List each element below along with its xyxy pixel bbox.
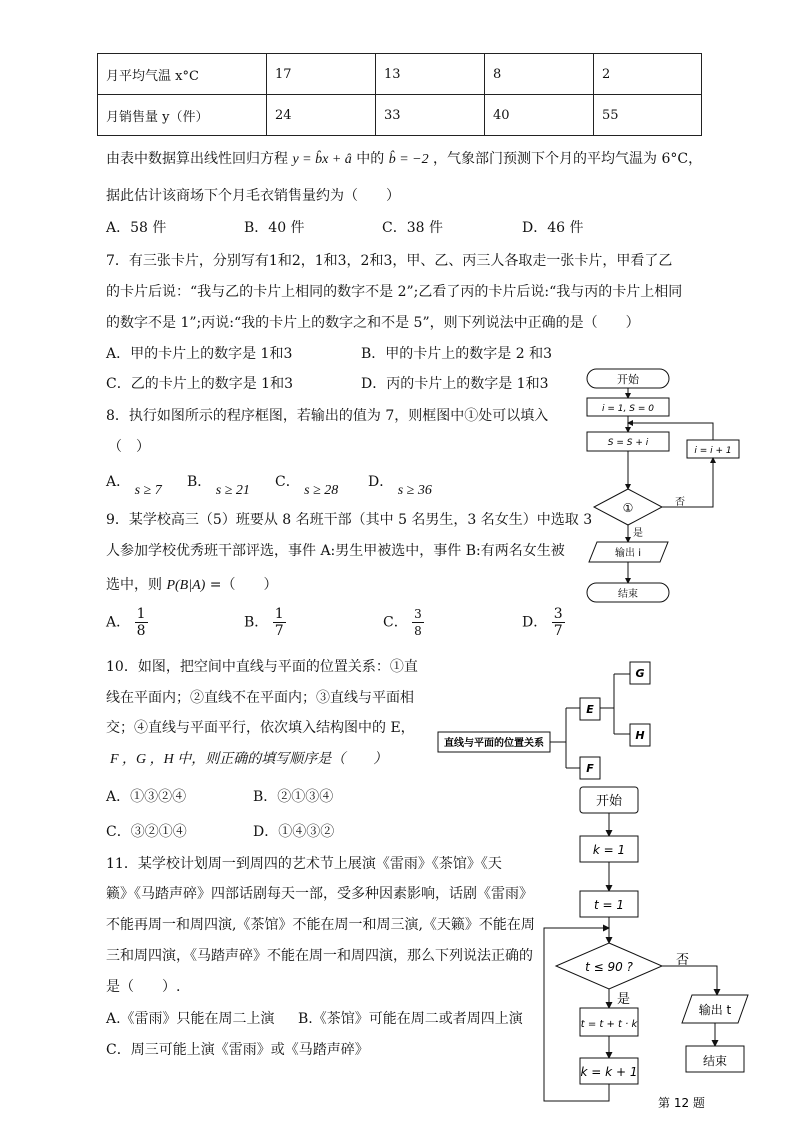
fraction bbox=[273, 606, 286, 639]
table-row bbox=[98, 54, 702, 95]
table-header-sales: 月销售量 y（件） bbox=[98, 95, 267, 136]
figure-caption: 第 12 题 bbox=[658, 1096, 705, 1110]
q9-line3 bbox=[106, 574, 277, 594]
q7-option-c: C．乙的卡片上的数字是 1和3 bbox=[106, 376, 293, 392]
q8-option-d bbox=[368, 471, 432, 498]
q9-line1: 9．某学校高三（5）班要从 8 名班干部（其中 5 名男生，3 名女生）中选取 3 bbox=[106, 512, 593, 528]
q6-option-a: A．58 件 bbox=[106, 220, 167, 236]
q7-option-b: B．甲的卡片上的数字是 2 和3 bbox=[361, 346, 553, 362]
output-label: 输出 t bbox=[698, 1003, 732, 1017]
node-h-label: H bbox=[635, 729, 645, 742]
k-incr-label: k = k + 1 bbox=[580, 1065, 638, 1079]
q10-option-b: B．②①③④ bbox=[253, 789, 334, 805]
q7-option-a: A．甲的卡片上的数字是 1和3 bbox=[106, 346, 293, 362]
q10-line3: 交；④直线与平面平行，依次填入结构图中的 E， bbox=[106, 720, 415, 736]
update-label: S = S + i bbox=[607, 438, 649, 448]
data-table bbox=[97, 53, 702, 136]
numerator: 1 bbox=[274, 606, 284, 622]
option-letter: A． bbox=[106, 614, 131, 631]
t-update-label: t = t + t · k bbox=[580, 1019, 638, 1030]
table-row bbox=[98, 95, 702, 136]
k-init-label: k = 1 bbox=[592, 843, 626, 857]
q6-option-d: D．46 件 bbox=[522, 220, 584, 236]
q6-line1 bbox=[106, 148, 702, 168]
q7-option-d: D．丙的卡片上的数字是 1和3 bbox=[361, 376, 549, 392]
table-cell: 17 bbox=[267, 54, 376, 95]
numerator: 3 bbox=[553, 606, 563, 622]
fraction bbox=[412, 606, 424, 639]
q8-option-a bbox=[106, 471, 162, 498]
init-label: i = 1, S = 0 bbox=[602, 404, 654, 414]
option-letter: B． bbox=[244, 614, 269, 631]
end-label: 结束 bbox=[702, 1054, 728, 1068]
q11-option-a: A.《雷雨》只能在周二上演 bbox=[106, 1011, 275, 1027]
condition-label: t ≤ 90 ? bbox=[585, 960, 633, 974]
yes-label: 是 bbox=[633, 528, 643, 539]
flowchart-q12 bbox=[540, 783, 785, 1113]
node-g-label: G bbox=[635, 667, 645, 680]
node-f-label: F bbox=[586, 762, 594, 775]
q9-option-d bbox=[522, 606, 565, 639]
option-expr: s ≥ 36 bbox=[397, 483, 432, 498]
q9-text: =（ ） bbox=[209, 577, 278, 593]
denominator: 7 bbox=[553, 623, 563, 639]
conditional-probability: P(B|A) bbox=[166, 578, 206, 593]
option-expr: s ≥ 28 bbox=[304, 483, 339, 498]
option-letter: D． bbox=[368, 474, 394, 490]
table-cell: 2 bbox=[594, 54, 702, 95]
q10-line4: F ，G ，H 中，则正确的填写顺序是（ ） bbox=[110, 752, 388, 767]
q7-line1: 7．有三张卡片，分别写有1和2，1和3，2和3，甲、乙、丙三人各取走一张卡片，甲看了乙 bbox=[106, 253, 673, 269]
q10-line1: 10．如图，把空间中直线与平面的位置关系：①直 bbox=[106, 659, 418, 675]
q9-option-b bbox=[244, 606, 286, 639]
option-expr: s ≥ 7 bbox=[134, 483, 162, 498]
q6-text: ，气象部门预测下个月的平均气温为 6°C， bbox=[433, 151, 703, 167]
table-cell: 40 bbox=[485, 95, 594, 136]
table-cell: 24 bbox=[267, 95, 376, 136]
option-letter: C． bbox=[275, 474, 300, 490]
q11-option-b: B.《茶馆》可能在周二或者周四上演 bbox=[298, 1011, 523, 1027]
slope-value: b̂ = −2 bbox=[388, 152, 429, 167]
q11-line4: 三和周四演，《马踏声碎》不能在周一和周四演，那么下列说法正确的 bbox=[106, 948, 533, 964]
denominator: 7 bbox=[274, 623, 284, 639]
end-label: 结束 bbox=[618, 589, 638, 600]
q8-line2: （ ） bbox=[108, 439, 150, 455]
node-e-label: E bbox=[586, 703, 594, 716]
q9-text: 选中，则 bbox=[106, 577, 162, 593]
fraction bbox=[135, 606, 148, 639]
q10-option-d: D．①④③② bbox=[253, 824, 335, 840]
denominator: 8 bbox=[136, 623, 146, 639]
table-cell: 55 bbox=[594, 95, 702, 136]
q8-option-b bbox=[187, 471, 250, 498]
incr-label: i = i + 1 bbox=[694, 446, 732, 456]
q11-line5: 是（ ）. bbox=[106, 979, 181, 995]
yes-label: 是 bbox=[617, 992, 631, 1007]
table-cell: 8 bbox=[485, 54, 594, 95]
q11-line1: 11．某学校计划周一到周四的艺术节上展演《雷雨》《茶馆》《天 bbox=[106, 856, 502, 872]
q7-line2: 的卡片后说：“我与乙的卡片上相同的数字不是 2”;乙看了丙的卡片后说:“我与丙的卡片上相同 bbox=[106, 284, 683, 300]
q9-option-c bbox=[383, 606, 424, 639]
condition-label: ① bbox=[622, 501, 634, 515]
q7-line3: 的数字不是 1”;丙说:“我的卡片上的数字之和不是 5”，则下列说法中正确的是（ ） bbox=[106, 315, 640, 331]
q6-line2: 据此估计该商场下个月毛衣销售量约为（ ） bbox=[106, 188, 400, 204]
q10-option-c: C．③②①④ bbox=[106, 824, 187, 840]
q6-option-c: C．38 件 bbox=[382, 220, 443, 236]
q11-line2: 籁》《马踏声碎》四部话剧每天一部，受多种因素影响，话剧《雷雨》 bbox=[106, 886, 533, 902]
flowchart-q8 bbox=[580, 365, 760, 610]
denominator: 8 bbox=[414, 624, 422, 638]
q8-line1: 8．执行如图所示的程序框图，若输出的值为 7，则框图中①处可以填入 bbox=[106, 408, 549, 424]
table-cell: 13 bbox=[376, 54, 485, 95]
q6-text: 中的 bbox=[356, 151, 385, 167]
structure-diagram-q10 bbox=[436, 656, 676, 781]
option-letter: B． bbox=[187, 474, 212, 490]
q6-option-b: B．40 件 bbox=[244, 220, 305, 236]
numerator: 3 bbox=[414, 607, 422, 621]
q11-option-c: C．周三可能上演《雷雨》或《马踏声碎》 bbox=[106, 1042, 369, 1058]
table-header-temperature: 月平均气温 x°C bbox=[98, 54, 267, 95]
root-label: 直线与平面的位置关系 bbox=[444, 738, 544, 749]
option-letter: A． bbox=[106, 474, 131, 490]
start-label: 开始 bbox=[595, 794, 623, 809]
regression-equation: y = b̂x + â bbox=[292, 152, 352, 167]
option-expr: s ≥ 21 bbox=[215, 483, 250, 498]
q11-line3: 不能再周一和周四演,《茶馆》不能在周一和周三演,《天籁》不能在周 bbox=[106, 917, 535, 933]
q9-option-a bbox=[106, 606, 148, 639]
option-letter: C． bbox=[383, 614, 408, 631]
q8-option-c bbox=[275, 471, 339, 498]
q9-line2: 人参加学校优秀班干部评选，事件 A:男生甲被选中，事件 B:有两名女生被 bbox=[106, 543, 565, 559]
no-label: 否 bbox=[676, 953, 690, 968]
numerator: 1 bbox=[136, 606, 146, 622]
t-init-label: t = 1 bbox=[593, 898, 625, 912]
option-letter: D． bbox=[522, 614, 548, 631]
q10-line2: 线在平面内；②直线不在平面内；③直线与平面相 bbox=[106, 690, 414, 706]
output-label: 输出 i bbox=[615, 548, 641, 559]
q10-option-a: A．①③②④ bbox=[106, 789, 187, 805]
q6-text: 由表中数据算出线性回归方程 bbox=[106, 151, 288, 167]
start-label: 开始 bbox=[617, 373, 639, 386]
no-label: 否 bbox=[675, 497, 685, 508]
table-cell: 33 bbox=[376, 95, 485, 136]
fraction bbox=[552, 606, 565, 639]
